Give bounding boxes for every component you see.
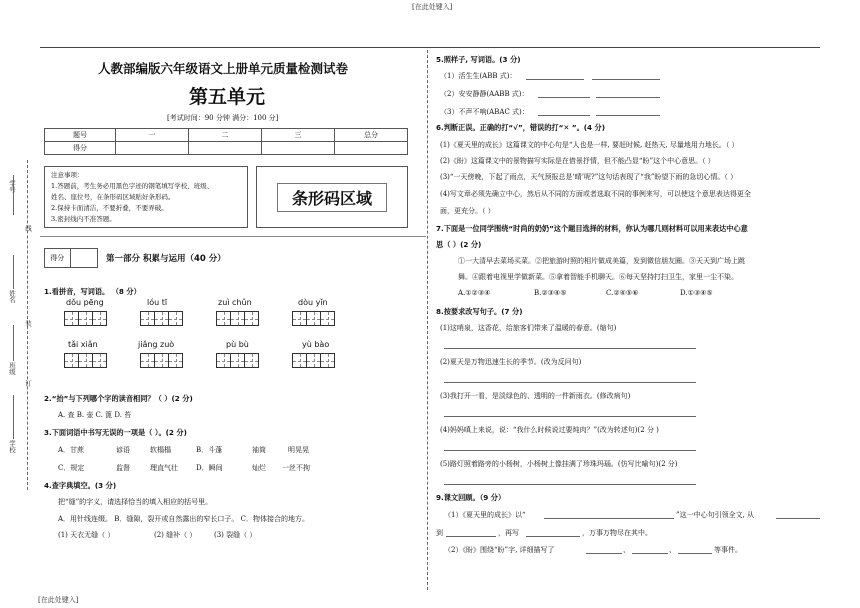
pinyin: dòu yǐn — [298, 298, 328, 307]
q7-title: 7.下面是一位同学围绕“时尚的奶奶”这个题目选择的材料，你认为哪几则材料可以用来表达中心意 — [436, 224, 748, 233]
exam-title: 人教部编版六年级语文上册单元质量检测试卷 — [98, 61, 349, 76]
side-label-class: 班级 — [8, 362, 16, 375]
answer-line[interactable] — [678, 553, 712, 554]
pinyin: lóu tī — [147, 298, 168, 307]
q3-option: C．规定 — [58, 464, 85, 472]
q4-line: 把“缝”的字义，请选择恰当的填入相应的括号里。 — [58, 498, 213, 506]
notes-item: 1.答题前，考生务必用黑色字迹的钢笔填写学校、班级、 — [51, 182, 214, 190]
q8-item: (3)我打开一看，是淡绿色的、透明的一件新雨衣。(修改病句) — [440, 392, 631, 400]
q7-title-cont: 思（ ）(2 分) — [436, 240, 482, 249]
part1-score-box — [44, 248, 98, 268]
q4-item[interactable]: (1) 天衣无缝（ ） — [58, 531, 115, 539]
answer-line[interactable] — [776, 518, 820, 519]
part1-score-input[interactable] — [71, 249, 97, 267]
answer-line[interactable] — [446, 536, 496, 537]
answer-line[interactable] — [444, 348, 696, 349]
writing-grid[interactable] — [64, 311, 106, 326]
answer-line[interactable] — [596, 97, 660, 98]
writing-grid[interactable] — [140, 311, 182, 326]
q3-word: 袖筒 — [252, 446, 266, 454]
q3-word: 谚语 — [116, 446, 130, 454]
q3-option: D．瞬间 — [196, 464, 223, 472]
q9-text: ”这一中心句引领全文, 从 — [676, 511, 755, 519]
side-label-bind: 装 — [24, 320, 32, 327]
barcode-label: 条形码区域 — [277, 183, 387, 212]
q9-title: 9.课文回顾。（9 分） — [436, 493, 506, 502]
section-rule — [40, 236, 426, 237]
answer-line[interactable] — [526, 536, 580, 537]
q8-item: (1)这哨泉，这香花，给旅客们带来了温暖的春意。(缩句) — [440, 324, 617, 332]
answer-line[interactable] — [444, 450, 696, 451]
q5-title: 5.照样子, 写词语。(3 分) — [436, 55, 521, 64]
part1-score-label: 得分 — [45, 249, 71, 267]
notes-box — [44, 166, 248, 228]
q9-text: 到 — [436, 529, 443, 537]
q4-item[interactable]: (2) 缝补（ ） — [154, 531, 197, 539]
score-header-3: 三 — [262, 129, 335, 142]
header-placeholder: [在此处键入] — [412, 3, 453, 11]
q3-option: A．甘蔗 — [58, 446, 85, 454]
q3-word: 理直气壮 — [150, 464, 178, 472]
q9-text: 、 — [623, 546, 630, 554]
pinyin: yù bào — [302, 340, 330, 349]
side-line-name — [13, 255, 15, 289]
q9-text: ，万事万物尽在其中。 — [582, 529, 652, 537]
page-divider — [427, 50, 428, 590]
q3-option: B．斗蓬 — [196, 446, 223, 454]
score-header-2: 二 — [189, 129, 262, 142]
part1-title: 第一部分 积累与运用（40 分） — [106, 254, 226, 264]
answer-line[interactable] — [538, 97, 590, 98]
pinyin: zuì chǔn — [218, 298, 252, 307]
q8-title: 8.按要求改写句子。(7 分) — [436, 307, 523, 316]
answer-line[interactable] — [444, 382, 696, 383]
q5-item: （1）活生生(ABB 式)： — [440, 72, 517, 80]
score-table — [44, 128, 408, 155]
writing-grid[interactable] — [140, 353, 182, 368]
q6-line: (2)《盼》这篇课文中的景物描写实际是在借景抒情，但不能凸显“盼”这个中心意思。（ ） — [440, 157, 715, 165]
side-line-id — [13, 175, 15, 215]
q6-line: 面，更充分。（ ） — [440, 207, 495, 215]
side-label-line: 线 — [24, 225, 32, 232]
q6-line: (4)写文章必须先确立中心，然后从不同的方面或者选取不同的事例来写，可以使这个意思表达得更全 — [440, 190, 751, 198]
q1-title: 1.看拼音，写词语。 （8 分） — [44, 287, 141, 296]
q5-item: （3）不声不响(ABAC 式)： — [440, 108, 529, 116]
q8-item: (2)夏天是万物迅速生长的季节。(改为反问句) — [440, 358, 582, 366]
answer-line[interactable] — [444, 416, 696, 417]
q9-text: 、 — [669, 546, 676, 554]
q9-text: （1）《夏天里的成长》以“ — [444, 511, 526, 519]
writing-grid[interactable] — [64, 353, 106, 368]
q5-item: （2）安安静静(AABB 式)： — [440, 90, 529, 98]
answer-line[interactable] — [596, 115, 660, 116]
answer-line[interactable] — [538, 115, 590, 116]
q7-option: A.①②③④ — [458, 289, 491, 297]
q3-word: 软榻榻 — [150, 446, 171, 454]
q3-word: 监督 — [116, 464, 130, 472]
writing-grid[interactable] — [292, 353, 334, 368]
q7-option: C.②④⑤⑥ — [606, 289, 639, 297]
notes-item: 3.密封线内不准答题。 — [51, 215, 116, 223]
notes-title: 注意事项： — [51, 171, 84, 179]
writing-grid[interactable] — [292, 311, 334, 326]
q7-line: 舞。④跟着电视里学做新菜。⑤拿着智能手机聊天。⑥每天坚持打扫卫生，家里一尘不染。 — [458, 273, 738, 281]
q4-title: 4.查字典填空。(3 分) — [44, 481, 117, 490]
q2-title: 2.“抬”与下列哪个字的读音相同？（ ）(2 分) — [44, 394, 193, 403]
score-cell[interactable] — [262, 142, 335, 155]
exam-info: [考试时间：90 分钟 满分：100 分] — [167, 114, 279, 122]
q6-line: (3)“一天傍晚，下起了雨点，天气预报总是‘晴’呢?”这句话表现了“我”盼望下雨的急切心情。（ ） — [440, 173, 738, 181]
q6-title: 6.判断正误。正确的打“√”，错误的打“✕ ”。(4 分) — [436, 123, 606, 132]
answer-line[interactable] — [592, 79, 660, 80]
score-header-1: 一 — [116, 129, 189, 142]
answer-line[interactable] — [526, 79, 584, 80]
q7-line: ①一大清早去菜场买菜。②把旅游时照的相片做成美篇，发到微信朋友圈。③天天到广场上跳 — [458, 257, 745, 265]
score-cell[interactable] — [116, 142, 189, 155]
answer-line[interactable] — [544, 518, 674, 519]
side-line-school — [13, 395, 15, 439]
q3-title: 3.下面词语中书写无误的一项是（ ）。(2 分) — [44, 428, 187, 437]
score-header-total: 总分 — [335, 129, 408, 142]
writing-grid[interactable] — [216, 311, 258, 326]
score-cell[interactable] — [189, 142, 262, 155]
side-label-name: 姓名 — [8, 290, 16, 303]
score-header-item: 题号 — [45, 129, 116, 142]
side-label-school: 学校 — [8, 440, 16, 453]
pinyin: jiǎng zuò — [138, 340, 175, 349]
barcode-area — [256, 166, 408, 228]
notes-item: 2.保持卡面清洁，不要折叠，不要弄破。 — [51, 204, 168, 212]
q8-item: (4)妈妈嗔上来说，说：“我什么时候说过要炖肉？”(改为转述句)(2 分 ) — [440, 426, 659, 434]
q2-options: A. 查 B. 壶 C. 篦 D. 苔 — [58, 411, 132, 419]
side-line-class — [13, 325, 15, 361]
side-label-seal: 订 — [24, 380, 32, 387]
q7-option: D.①③④⑤ — [680, 289, 713, 297]
answer-line[interactable] — [444, 484, 696, 485]
q9-text: 等事件。 — [714, 546, 742, 554]
q3-word: 一丝不拘 — [282, 464, 310, 472]
score-row-label: 得分 — [45, 142, 116, 155]
q9-text: （2）《盼》围绕“盼”字, 详细描写了 — [444, 546, 555, 554]
q9-text: ，再写 — [498, 529, 519, 537]
q6-line: (1)《夏天里的成长》这篇课文的中心句是“人也是一样, 要赶时候, 赶热天, 尽量地用力地长。（ ） — [440, 141, 739, 149]
footer-placeholder: [在此处键入] — [38, 596, 79, 604]
notes-item: 姓名、座位号，在条形码区域贴好条形码。 — [51, 193, 175, 201]
q7-option: B.②③④⑤ — [534, 289, 567, 297]
pinyin: pù bù — [226, 340, 249, 349]
writing-grid[interactable] — [216, 353, 258, 368]
top-rule — [40, 47, 820, 48]
unit-title: 第五单元 — [189, 86, 266, 108]
answer-line[interactable] — [586, 553, 622, 554]
q3-word: 灿烂 — [252, 464, 266, 472]
pinyin: tǎi xiǎn — [68, 340, 98, 349]
q3-word: 明晃晃 — [288, 446, 309, 454]
q4-item[interactable]: (3) 裂缝（ ） — [214, 531, 257, 539]
score-cell[interactable] — [335, 142, 408, 155]
pinyin: dǒu pēng — [66, 298, 104, 307]
answer-line[interactable] — [632, 553, 668, 554]
q4-line: A．用针线连缀。 B．缝隙，裂开或自然露出的窄长口子。 C．物体接合的地方。 — [58, 515, 310, 523]
side-label-student-id: 学号 — [8, 180, 16, 193]
q8-item: (5)路灯照着路旁的小杨树，小杨树上像挂满了珍珠玛瑙。(仿写比喻句)(2 分) — [440, 460, 678, 468]
